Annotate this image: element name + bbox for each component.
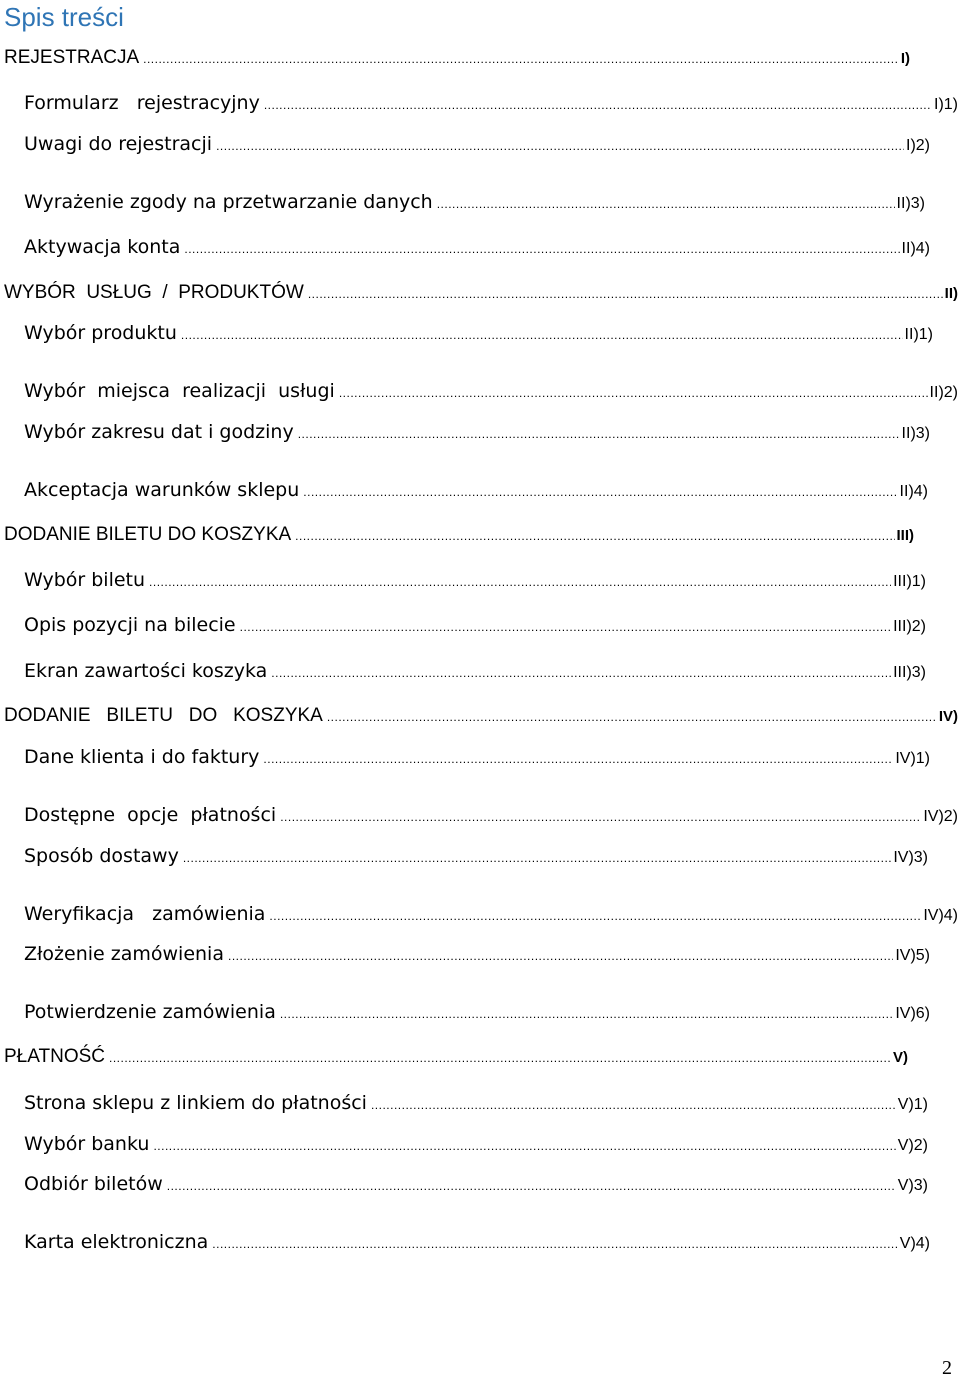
dot-leader bbox=[298, 421, 900, 447]
toc-entry-number: II)1) bbox=[904, 326, 933, 343]
toc-entry-label: Wybór zakresu dat i godziny bbox=[24, 421, 294, 443]
dot-leader bbox=[153, 1133, 895, 1159]
toc-subsection-entry[interactable] bbox=[24, 477, 928, 503]
toc-entry-label: Wybór produktu bbox=[24, 322, 177, 344]
toc-entry-number: IV)1) bbox=[895, 750, 930, 767]
toc-entry-number: II)3) bbox=[901, 425, 930, 442]
toc-subsection-entry[interactable] bbox=[24, 189, 925, 215]
toc-entry-label: Weryfikacja zamówienia bbox=[24, 903, 266, 925]
page-title: Spis treści bbox=[4, 2, 124, 32]
toc-subsection-entry[interactable] bbox=[24, 320, 933, 346]
dot-leader bbox=[216, 133, 904, 159]
toc-entry-number: V)3) bbox=[897, 1177, 928, 1194]
toc-subsection-entry[interactable] bbox=[24, 1171, 928, 1197]
toc-entry-label: Formularz rejestracyjny bbox=[24, 92, 260, 114]
toc-entry-number: III)3) bbox=[893, 664, 926, 681]
toc-entry-label: Uwagi do rejestracji bbox=[24, 133, 213, 155]
dot-leader bbox=[149, 569, 891, 595]
dot-leader bbox=[240, 614, 891, 640]
toc-subsection-entry[interactable] bbox=[24, 567, 926, 593]
dot-leader bbox=[271, 660, 891, 686]
toc-entry-number: II)3) bbox=[896, 195, 925, 212]
toc-entry-label: PŁATNOŚĆ bbox=[4, 1046, 106, 1067]
toc-entry-number: II) bbox=[944, 285, 958, 302]
toc-entry-label: Dane klienta i do faktury bbox=[24, 746, 260, 768]
dot-leader bbox=[339, 380, 928, 406]
toc-entry-label: Dostępne opcje płatności bbox=[24, 804, 277, 826]
toc-entry-label: Akceptacja warunków sklepu bbox=[24, 479, 300, 501]
toc-subsection-entry[interactable] bbox=[24, 419, 930, 445]
toc-entry-label: Wybór banku bbox=[24, 1133, 150, 1155]
toc-entry-number: IV) bbox=[938, 708, 958, 725]
toc-subsection-entry[interactable] bbox=[24, 941, 930, 967]
toc-entry-number: I) bbox=[900, 50, 910, 67]
toc-entry-number: III) bbox=[896, 527, 914, 544]
dot-leader bbox=[295, 523, 894, 549]
toc-subsection-entry[interactable] bbox=[24, 802, 958, 828]
dot-leader bbox=[167, 1173, 896, 1199]
dot-leader bbox=[228, 943, 893, 969]
toc-entry-number: V)2) bbox=[897, 1137, 928, 1154]
toc-entry-label: DODANIE BILETU DO KOSZYKA bbox=[4, 705, 323, 726]
dot-leader bbox=[280, 804, 921, 830]
toc-entry-label: Opis pozycji na bilecie bbox=[24, 614, 236, 636]
toc-section-entry[interactable] bbox=[4, 280, 958, 306]
dot-leader bbox=[212, 1231, 897, 1257]
dot-leader bbox=[371, 1092, 896, 1118]
dot-leader bbox=[437, 191, 895, 217]
toc-subsection-entry[interactable] bbox=[24, 1229, 930, 1255]
dot-leader bbox=[181, 322, 903, 348]
toc-entry-label: Wybór miejsca realizacji usługi bbox=[24, 380, 335, 402]
dot-leader bbox=[264, 92, 932, 118]
toc-entry-number: IV)6) bbox=[895, 1005, 930, 1022]
toc-entry-number: II)4) bbox=[899, 483, 928, 500]
dot-leader bbox=[143, 46, 899, 72]
toc-entry-number: V) bbox=[893, 1049, 908, 1066]
toc-subsection-entry[interactable] bbox=[24, 999, 930, 1025]
toc-entry-number: I)1) bbox=[934, 96, 958, 113]
dot-leader bbox=[184, 236, 899, 262]
toc-entry-label: Karta elektroniczna bbox=[24, 1231, 209, 1253]
toc-subsection-entry[interactable] bbox=[24, 90, 958, 116]
toc-entry-label: Strona sklepu z linkiem do płatności bbox=[24, 1092, 367, 1114]
toc-subsection-entry[interactable] bbox=[24, 658, 926, 684]
dot-leader bbox=[109, 1045, 891, 1071]
dot-leader bbox=[308, 281, 943, 307]
toc-entry-number: V)1) bbox=[897, 1096, 928, 1113]
toc-entry-number: III)1) bbox=[893, 573, 926, 590]
toc-entry-number: III)2) bbox=[893, 618, 926, 635]
toc-section-entry[interactable] bbox=[4, 1044, 908, 1070]
page-number: 2 bbox=[942, 1357, 952, 1379]
toc-entry-number: II)4) bbox=[901, 240, 930, 257]
toc-entry-number: I)2) bbox=[906, 137, 930, 154]
toc-entry-label: Potwierdzenie zamówienia bbox=[24, 1001, 276, 1023]
toc-entry-number: II)2) bbox=[929, 384, 958, 401]
toc-entry-label: DODANIE BILETU DO KOSZYKA bbox=[4, 524, 292, 545]
toc-entry-number: IV)3) bbox=[893, 849, 928, 866]
toc-subsection-entry[interactable] bbox=[24, 234, 930, 260]
toc-entry-label: Aktywacja konta bbox=[24, 236, 181, 258]
toc-entry-label: Złożenie zamówienia bbox=[24, 943, 224, 965]
dot-leader bbox=[269, 903, 921, 929]
toc-entry-number: IV)4) bbox=[923, 907, 958, 924]
toc-subsection-entry[interactable] bbox=[24, 744, 930, 770]
toc-subsection-entry[interactable] bbox=[24, 131, 930, 157]
dot-leader bbox=[303, 479, 897, 505]
toc-section-entry[interactable] bbox=[4, 703, 958, 729]
toc-entry-number: IV)2) bbox=[923, 808, 958, 825]
toc-entry-label: Wyrażenie zgody na przetwarzanie danych bbox=[24, 191, 433, 213]
toc-subsection-entry[interactable] bbox=[24, 1131, 928, 1157]
dot-leader bbox=[183, 845, 891, 871]
toc-entry-label: Sposób dostawy bbox=[24, 845, 179, 867]
toc-entry-label: Odbiór biletów bbox=[24, 1173, 163, 1195]
toc-entry-number: V)4) bbox=[899, 1235, 930, 1252]
dot-leader bbox=[280, 1001, 893, 1027]
toc-entry-label: Ekran zawartości koszyka bbox=[24, 660, 268, 682]
toc-section-entry[interactable] bbox=[4, 45, 910, 71]
toc-entry-label: REJESTRACJA bbox=[4, 47, 140, 68]
toc-subsection-entry[interactable] bbox=[24, 843, 928, 869]
dot-leader bbox=[263, 746, 893, 772]
toc-entry-label: Wybór biletu bbox=[24, 569, 146, 591]
toc-subsection-entry[interactable] bbox=[24, 612, 926, 638]
toc-section-entry[interactable] bbox=[4, 522, 914, 548]
toc-entry-number: IV)5) bbox=[895, 947, 930, 964]
toc-subsection-entry[interactable] bbox=[24, 901, 958, 927]
toc-entry-label: WYBÓR USŁUG / PRODUKTÓW bbox=[4, 282, 304, 303]
toc-subsection-entry[interactable] bbox=[24, 1090, 928, 1116]
dot-leader bbox=[327, 704, 937, 730]
toc-subsection-entry[interactable] bbox=[24, 378, 958, 404]
